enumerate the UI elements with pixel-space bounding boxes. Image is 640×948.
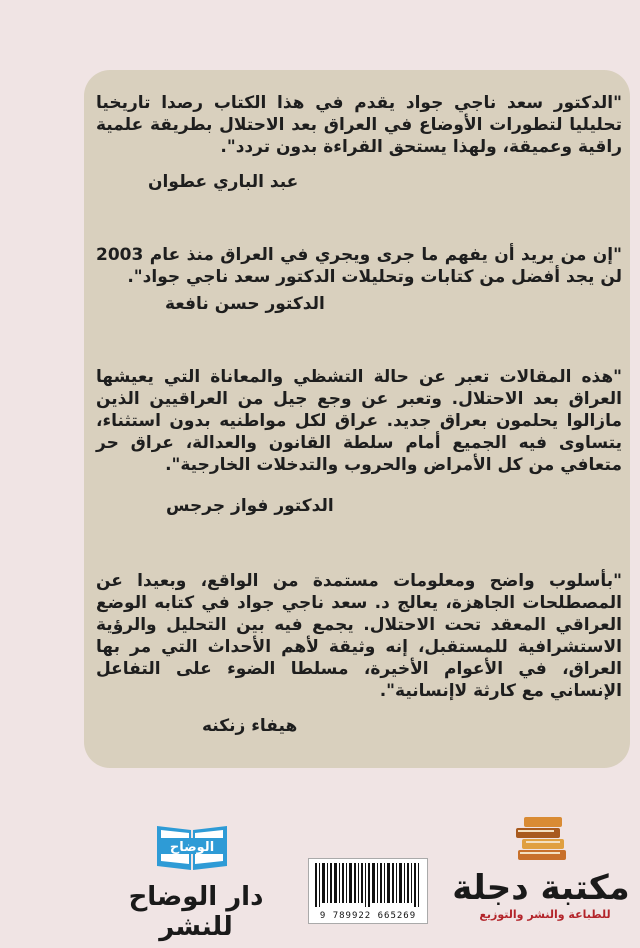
quote-4: "بأسلوب واضح ومعلومات مستمدة من الواقع، وبعيدا عن المصطلحات الجاهزة، يعالج د. سعد ناجي جواد في كتابه الوضع العراقي المعقد تحت الاحتلال. يجمع فيه بين التحليل والرؤية الاستشرافية للمستقبل، إنه وثيقة لأهم الأحداث التي مر بها العراق، في الأعوام الأخيرة، مسلطا الضوء على التفاعل الإنساني مع كارثة لاإنسانية".: [96, 571, 622, 701]
wadah-book-logo-icon: [155, 820, 229, 872]
barcode-number: 9 789922 665269: [319, 911, 417, 921]
barcode-bars-icon: [309, 859, 427, 909]
quote-3-author: الدكتور فواز جرجس: [166, 496, 334, 516]
wadah-logo-text: الوضاح: [169, 840, 215, 855]
quote-1: "الدكتور سعد ناجي جواد يقدم في هذا الكتاب رصدا تاريخيا تحليليا لتطورات الأوضاع في العراق بعد الاحتلال بطريقة علمية راقية وعميقة، ولهذا يستحق القراءة بدون تردد".: [96, 93, 622, 157]
wadah-publisher-name: دار الوضاح للنشر: [128, 882, 264, 942]
dijla-library-subtitle: للطباعة والنشر والتوزيع: [479, 908, 611, 921]
quote-3: "هذه المقالات تعبر عن حالة التشظي والمعاناة التي يعيشها العراق بعد الاحتلال. وتعبر عن وجع جيل من العراقيين الذين مازالوا يحلمون بعراق جديد. عراق لكل مواطنيه بدون استثناء، يتساوى فيه الجميع أمام سلطة القانون والعدالة، عراق حر متعافي من كل الأمراض والحروب والتدخلات الخارجية".: [96, 367, 622, 475]
quote-1-author: عبد الباري عطوان: [148, 172, 299, 192]
books-stack-icon: [512, 812, 572, 864]
quote-2-author: الدكتور حسن نافعة: [165, 294, 325, 314]
quote-4-author: هيفاء زنكنه: [202, 716, 298, 736]
quote-2: "إن من يريد أن يفهم ما جرى ويجري في العراق منذ عام 2003 لن يجد أفضل من كتابات وتحليلات الدكتور سعد ناجي جواد".: [96, 245, 622, 287]
dijla-library-name: مكتبة دجلة: [452, 868, 630, 908]
barcode: [308, 858, 428, 924]
